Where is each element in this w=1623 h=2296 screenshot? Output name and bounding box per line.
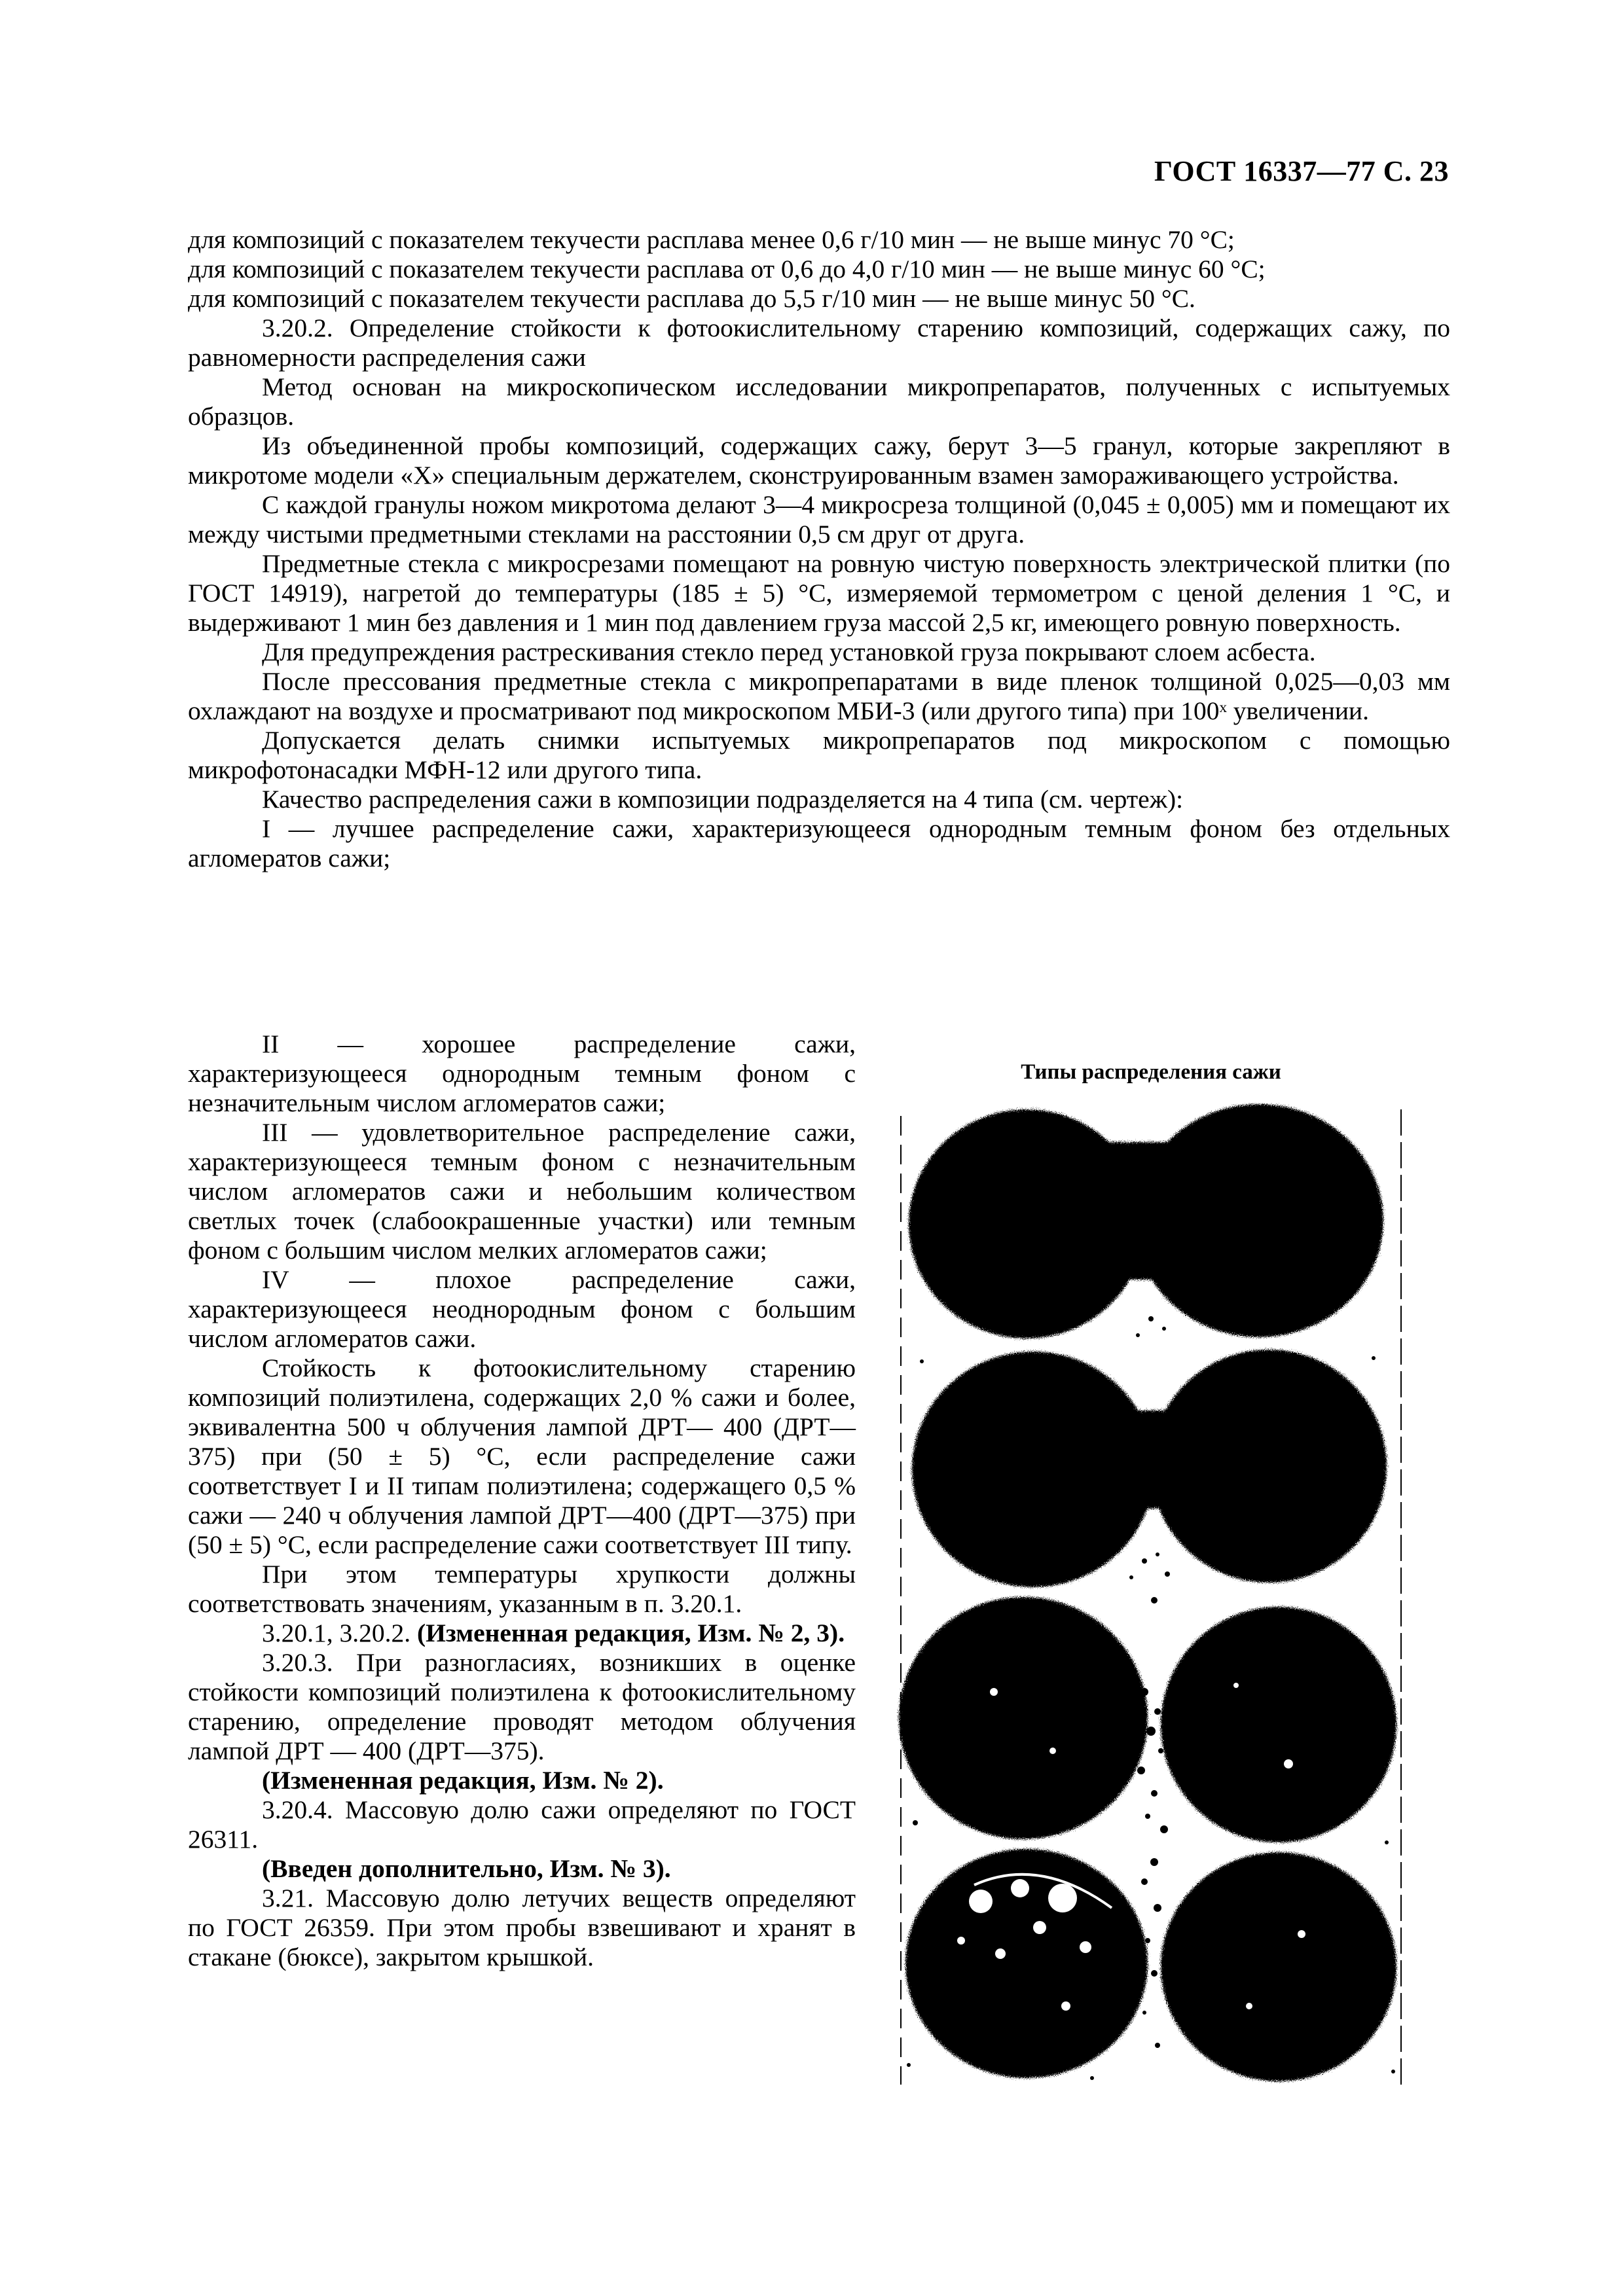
paragraph: С каждой гранулы ножом микротома делают 3—4 микросреза толщиной (0,045 ± 0,005) мм и помещают их между чистыми предметными стеклами на расстоянии 0,5 см друг от друга. [188,490,1450,548]
soot-distribution-figure [896,1103,1406,2098]
paragraph: I — лучшее распределение сажи, характеризующееся однородным темным фоном без отдельных агломератов сажи; [188,814,1450,872]
paragraph: 3.21. Массовую долю летучих веществ определяют по ГОСТ 26359. При этом пробы взвешивают и хранят в стакане (бюксе), закрытом крышкой. [188,1884,856,1971]
type-iii-sample [899,1597,1396,1842]
paragraph: 3.20.4. Массовую долю сажи определяют по ГОСТ 26311. [188,1795,856,1854]
paragraph: Стойкость к фотоокислительному старению композиций полиэтилена, содержащих 2,0 % сажи и более, эквивалентна 500 ч облучения лампой ДРТ— 400 (ДРТ—375) при (50 ± 5) °С, если распределение сажи соответствует I и II типам полиэтилена; содержащего 0,5 % сажи — 240 ч облучения лампой ДРТ—400 (ДРТ—375) при (50 ± 5) °С, если распределение сажи соответствует III типу. [188,1354,856,1559]
paragraph: Качество распределения сажи в композиции подразделяется на 4 типа (см. чертеж): [262,785,1184,814]
paragraph: Для предупреждения растрескивания стекло перед установкой груза покрывают слоем асбеста. [262,637,1316,666]
paragraph: Метод основан на микроскопическом исследовании микропрепаратов, полученных с испытуемых образцов. [188,372,1450,431]
paragraph-lead: 3.20.1, 3.20.2. [262,1619,411,1647]
micrograph-disk [1161,1607,1396,1842]
amendment-note: (Измененная редакция, Изм. № 2, 3). [410,1619,845,1647]
top-text-block [188,225,1450,873]
micrograph-bridge [1092,1142,1197,1280]
paragraph: Предметные стекла с микросрезами помещают на ровную чистую поверхность электрической плитки (по ГОСТ 14919), нагретой до температуры (185 ± 5) °С, измеряемой термометром с ценой деления 1 °С, и выдерживают 1 мин без давления и 1 мин под давлением груза массой 2,5 кг, имеющего ровную поверхность. [188,549,1450,637]
amendment-note: (Измененная редакция, Изм. № 2). [262,1766,664,1795]
paragraph: для композиций с показателем текучести расплава от 0,6 до 4,0 г/10 мин — не выше минус 60 °С; [188,255,1266,283]
paragraph: При этом температуры хрупкости должны соответствовать значениям, указанным в п. 3.20.1. [188,1560,856,1618]
micrograph-bridge [1105,1410,1197,1509]
paragraph: III — удовлетворительное распределение сажи, характеризующееся темным фоном с незначительным числом агломератов сажи и небольшим количеством светлых точек (слабоокрашенные участки) или темным фоном с большим числом мелких агломератов сажи; [188,1118,856,1265]
paragraph: После прессования предметные стекла с микропрепаратами в виде пленок толщиной 0,025—0,03 мм охлаждают на воздухе и просматривают под микроскопом МБИ-3 (или другого типа) при 100ˣ увеличении. [188,667,1450,725]
page-header: ГОСТ 16337—77 С. 23 [1154,155,1449,187]
paragraph: 3.20.2. Определение стойкости к фотоокислительному старению композиций, содержащих сажу, по равномерности распределения сажи [188,314,1450,372]
paragraph: IV — плохое распределение сажи, характеризующееся неоднородным фоном с большим числом агломератов сажи. [188,1265,856,1353]
micrograph-disk [899,1597,1148,1839]
type-ii-sample [912,1350,1387,1587]
paragraph: для композиций с показателем текучести расплава до 5,5 г/10 мин — не выше минус 50 °С. [188,284,1195,313]
amendment-note: (Введен дополнительно, Изм. № 3). [262,1854,671,1883]
paragraph: II — хорошее распределение сажи, характеризующееся однородным темным фоном с незначительным числом агломератов сажи; [188,1030,856,1117]
paragraph: для композиций с показателем текучести расплава менее 0,6 г/10 мин — не выше минус 70 °С; [188,225,1235,254]
paragraph: Из объединенной пробы композиций, содержащих сажу, берут 3—5 гранул, которые закрепляют в микротоме модели «X» специальным держателем, сконструированным взамен замораживающего устройства. [188,431,1450,490]
paragraph: 3.20.3. При разногласиях, возникших в оценке стойкости композиций полиэтилена к фотоокислительному старению, определение проводят методом облучения лампой ДРТ — 400 (ДРТ—375). [188,1648,856,1765]
left-column-text [188,1030,856,1972]
figure-title: Типы распределения сажи [1021,1060,1281,1084]
micrograph-disk [1161,1852,1396,2081]
paragraph: Допускается делать снимки испытуемых микропрепаратов под микроскопом с помощью микрофотонасадки МФН-12 или другого типа. [188,726,1450,784]
paragraph [188,1619,856,1648]
type-i-sample [909,1104,1383,1338]
